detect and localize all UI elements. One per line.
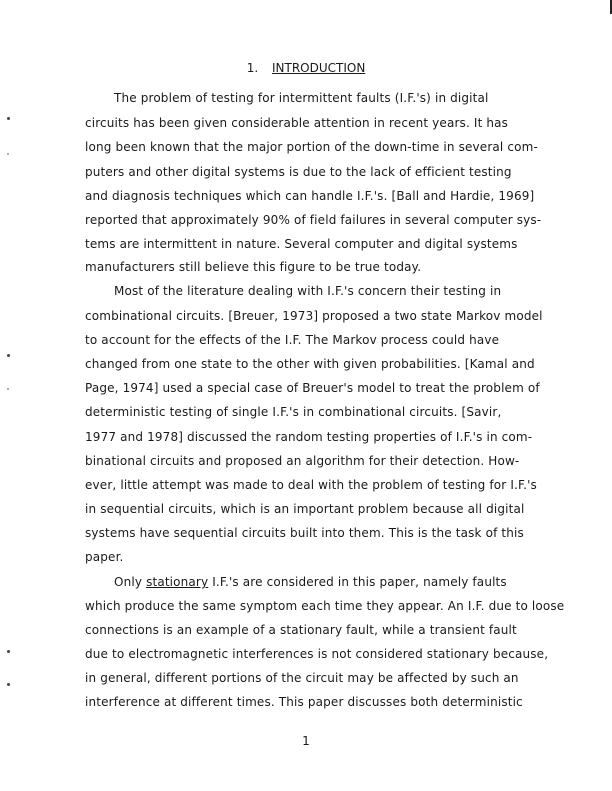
text-line	[114, 574, 507, 590]
text-line: Page, 1974] used a special case of Breuer's model to treat the problem of	[85, 381, 540, 395]
section-number: 1.	[246, 61, 259, 75]
margin-dot	[7, 388, 9, 390]
text-line: in general, different portions of the circuit may be affected by such an	[85, 671, 519, 685]
text-line: reported that approximately 90% of field failures in several computer sys-	[85, 213, 542, 227]
margin-dot	[7, 354, 10, 357]
text-line: Most of the literature dealing with I.F.'s concern their testing in	[114, 284, 502, 298]
text-line: paper.	[85, 550, 124, 564]
text-line: interference at different times. This paper discusses both deterministic	[85, 695, 523, 709]
text-line: tems are intermittent in nature. Several computer and digital systems	[85, 237, 518, 251]
text-line: due to electromagnetic interferences is not considered stationary because,	[85, 647, 549, 661]
emphasized-term: stationary	[146, 575, 209, 589]
margin-dot	[7, 117, 10, 120]
text-run: Only	[114, 575, 143, 589]
text-line: to account for the effects of the I.F. The Markov process could have	[85, 333, 500, 347]
text-line: in sequential circuits, which is an important problem because all digital	[85, 502, 525, 516]
text-line: binational circuits and proposed an algorithm for their detection. How-	[85, 454, 520, 468]
text-run: I.F.'s are considered in this paper, namely faults	[208, 575, 507, 589]
page-number: 1	[302, 734, 310, 748]
text-line: ever, little attempt was made to deal with the problem of testing for I.F.'s	[85, 478, 537, 492]
section-heading	[0, 60, 612, 76]
text-line: manufacturers still believe this figure to be true today.	[85, 260, 422, 274]
text-line: combinational circuits. [Breuer, 1973] proposed a two state Markov model	[85, 309, 543, 323]
text-line: circuits has been given considerable attention in recent years. It has	[85, 116, 509, 130]
text-line: and diagnosis techniques which can handle I.F.'s. [Ball and Hardie, 1969]	[85, 189, 535, 203]
margin-dot	[7, 153, 9, 155]
section-title: INTRODUCTION	[271, 61, 366, 75]
text-line: which produce the same symptom each time they appear. An I.F. due to loose	[85, 599, 565, 613]
text-line: long been known that the major portion of the down-time in several com-	[85, 140, 538, 154]
text-line: 1977 and 1978] discussed the random testing properties of I.F.'s in com-	[85, 430, 533, 444]
text-line: deterministic testing of single I.F.'s in combinational circuits. [Savir,	[85, 405, 502, 419]
text-line: The problem of testing for intermittent faults (I.F.'s) in digital	[114, 91, 489, 105]
text-line: systems have sequential circuits built into them. This is the task of this	[85, 526, 524, 540]
text-line: puters and other digital systems is due to the lack of efficient testing	[85, 165, 512, 179]
margin-dot	[7, 683, 10, 686]
text-line: connections is an example of a stationary fault, while a transient fault	[85, 623, 517, 637]
margin-dot	[7, 650, 10, 653]
text-line: changed from one state to the other with given probabilities. [Kamal and	[85, 357, 535, 371]
